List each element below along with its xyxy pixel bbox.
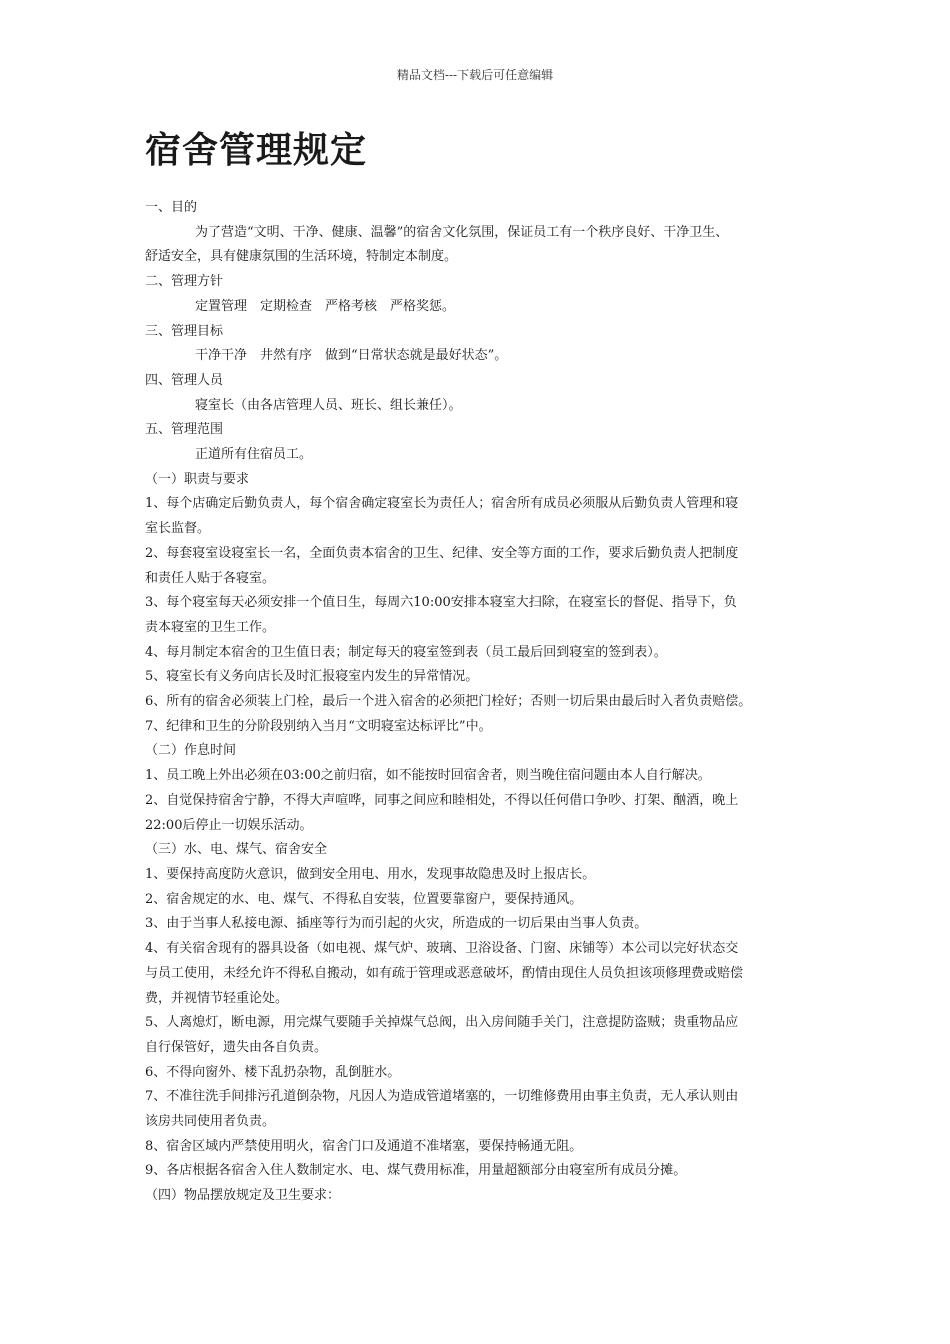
body-line: （四）物品摆放规定及卫生要求： <box>145 1188 341 1204</box>
body-line: 四、管理人员 <box>145 372 224 388</box>
body-line: 五、管理范围 <box>145 422 224 438</box>
body-line: 1、要保持高度防火意识，做到安全用电、用水，发现事故隐患及时上报店长。 <box>145 866 596 882</box>
body-line: 责本寝室的卫生工作。 <box>145 619 276 635</box>
body-line: 1、每个店确定后勤负责人，每个宿舍确定寝室长为责任人；宿舍所有成员必须服从后勤负责人管理和寝 <box>145 496 739 512</box>
body-line: 7、纪律和卫生的分阶段别纳入当月“文明寝室达标评比”中。 <box>145 718 492 734</box>
body-line: 自行保管好，遗失由各自负责。 <box>145 1039 328 1055</box>
body-line: 费，并视情节轻重论处。 <box>145 990 289 1006</box>
page-header: 精品文档---下载后可任意编辑 <box>396 68 554 82</box>
body-line: 3、每个寝室每天必须安排一个值日生，每周六10:00安排本寝室大扫除，在寝室长的督促、指导下，负 <box>145 595 737 611</box>
body-line: 寝室长（由各店管理人员、班长、组长兼任）。 <box>195 397 462 413</box>
body-line: 3、由于当事人私接电源、插座等行为而引起的火灾，所造成的一切后果由当事人负责。 <box>145 916 648 932</box>
body-line: 该房共同使用者负责。 <box>145 1114 276 1130</box>
body-line: （二）作息时间 <box>145 743 237 759</box>
body-line: 8、宿舍区域内严禁使用明火，宿舍门口及通道不准堵塞，要保持畅通无阻。 <box>145 1138 583 1154</box>
body-line: 二、管理方针 <box>145 274 224 290</box>
body-line: 4、有关宿舍现有的器具设备（如电视、煤气炉、玻璃、卫浴设备、门窗、床铺等）本公司以完好状态交 <box>145 941 739 957</box>
body-line: 9、各店根据各宿舍入住人数制定水、电、煤气费用标准，用量超额部分由寝室所有成员分摊。 <box>145 1163 687 1179</box>
body-line: 干净干净 井然有序 做到“日常状态就是最好状态”。 <box>195 348 508 364</box>
body-line: 7、不准往洗手间排污孔道倒杂物，凡因人为造成管道堵塞的，一切维修费用由事主负责，无人承认则由 <box>145 1089 739 1105</box>
body-line: 一、目的 <box>145 200 198 215</box>
body-line: 和责任人贴于各寝室。 <box>145 570 276 586</box>
body-line: 室长监督。 <box>145 521 211 537</box>
body-line: 1、员工晚上外出必须在03:00之前归宿，如不能按时回宿舍者，则当晚住宿问题由本人自行解决。 <box>145 768 711 784</box>
body-line: 为了营造“文明、干净、健康、温馨”的宿舍文化氛围，保证员工有一个秩序良好、干净卫生、 <box>195 224 729 240</box>
body-line: 正道所有住宿员工。 <box>195 447 313 463</box>
body-line: 2、每套寝室设寝室长一名，全面负责本宿舍的卫生、纪律、安全等方面的工作，要求后勤负责人把制度 <box>145 545 739 561</box>
body-line: 定置管理 定期检查 严格考核 严格奖惩。 <box>195 298 456 314</box>
body-line: 5、寝室长有义务向店长及时汇报寝室内发生的异常情况。 <box>145 669 479 685</box>
body-line: （三）水、电、煤气、宿舍安全 <box>145 842 328 858</box>
body-line: （一）职责与要求 <box>145 471 250 487</box>
body-line: 2、自觉保持宿舍宁静，不得大声喧哗，同事之间应和睦相处，不得以任何借口争吵、打架、酗酒，晚上 <box>145 792 739 808</box>
body-line: 22:00后停止一切娱乐活动。 <box>145 817 313 833</box>
body-line: 与员工使用，未经允许不得私自搬动，如有疏于管理或恶意破坏，酌情由现住人员负担该项修理费或赔偿 <box>145 965 744 981</box>
body-line: 4、每月制定本宿舍的卫生值日表；制定每天的寝室签到表（员工最后回到寝室的签到表）。 <box>145 644 667 660</box>
body-line: 2、宿舍规定的水、电、煤气、不得私自安装，位置要靠窗户，要保持通风。 <box>145 891 583 907</box>
body-line: 5、人离熄灯，断电源，用完煤气要随手关掉煤气总阀，出入房间随手关门，注意提防盗贼；贵重物品应 <box>145 1015 739 1031</box>
body-line: 三、管理目标 <box>145 323 224 339</box>
body-line: 舒适安全，具有健康氛围的生活环境，特制定本制度。 <box>145 249 458 265</box>
document-title: 宿舍管理规定 <box>145 129 368 171</box>
body-line: 6、不得向窗外、楼下乱扔杂物，乱倒脏水。 <box>145 1064 401 1080</box>
body-line: 6、所有的宿舍必须装上门栓，最后一个进入宿舍的必须把门栓好；否则一切后果由最后时入者负责赔偿。 <box>145 694 752 710</box>
document-body <box>145 196 815 1209</box>
